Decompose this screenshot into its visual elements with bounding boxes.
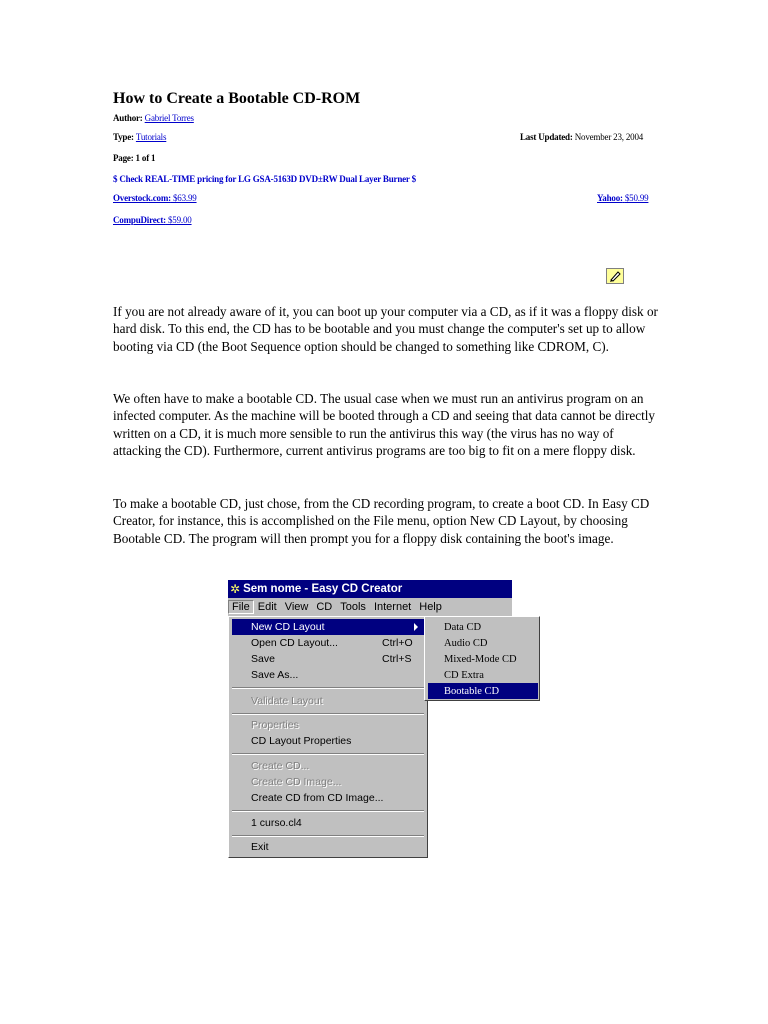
menu-internet[interactable]: Internet bbox=[373, 601, 412, 613]
store-compudirect[interactable] bbox=[113, 215, 192, 225]
menu-item-label: Properties bbox=[251, 719, 299, 731]
store-name[interactable]: CompuDirect: bbox=[113, 215, 166, 225]
store-price[interactable]: $59.00 bbox=[168, 215, 192, 225]
window-title: Sem nome - Easy CD Creator bbox=[243, 583, 403, 595]
paragraph-1: If you are not already aware of it, you can boot up your computer via a CD, as if it was a floppy disk or hard disk. To this end, the CD has to be bootable and you must change the computer's set up to allow booting via CD (the Boot Sequence option should be changed to something like CDROM, C). bbox=[113, 304, 658, 354]
menu-item-label: CD Layout Properties bbox=[251, 735, 352, 747]
file-dropdown bbox=[228, 616, 428, 858]
submenu-arrow-icon bbox=[414, 623, 418, 631]
menu-item-recent-file[interactable] bbox=[232, 815, 424, 831]
author-link[interactable]: Gabriel Torres bbox=[144, 113, 194, 123]
type-line bbox=[113, 132, 166, 142]
menu-item-label: Create CD from CD Image... bbox=[251, 792, 384, 804]
new-cd-layout-submenu bbox=[424, 616, 540, 701]
shortcut-label: Ctrl+S bbox=[382, 653, 412, 665]
menu-item-label: Exit bbox=[251, 841, 269, 853]
paragraph-2: We often have to make a bootable CD. The usual case when we must run an antivirus program on an infected computer. As the machine will be booted through a CD and seeing that data cannot be directly written on a CD, it is much more sensible to run the antivirus this way (the virus has no way of attacking the CD). Furthermore, current antivirus programs are too big to fit on a mere floppy disk. bbox=[113, 391, 655, 459]
menu-item-label: 1 curso.cl4 bbox=[251, 817, 302, 829]
author-line bbox=[113, 113, 194, 123]
menu-item-label: Create CD... bbox=[251, 760, 310, 772]
menu-view[interactable]: View bbox=[284, 601, 309, 613]
menu-item-save-as[interactable] bbox=[232, 667, 424, 683]
menu-file[interactable]: File bbox=[228, 600, 254, 614]
menu-item-label: Save bbox=[251, 653, 275, 665]
app-icon: ✲ bbox=[230, 582, 241, 596]
submenu-item-bootable-cd[interactable] bbox=[428, 683, 538, 699]
menu-item-open-cd-layout[interactable] bbox=[232, 635, 424, 651]
store-name[interactable]: Yahoo: bbox=[597, 193, 623, 203]
menu-item-new-cd-layout[interactable] bbox=[232, 619, 424, 635]
menu-item-cd-layout-properties[interactable] bbox=[232, 733, 424, 749]
menu-item-label: Mixed-Mode CD bbox=[444, 653, 517, 665]
menu-item-properties bbox=[232, 717, 424, 733]
store-price[interactable]: $63.99 bbox=[173, 193, 197, 203]
edit-pencil-icon[interactable] bbox=[606, 268, 624, 284]
menu-item-label: Data CD bbox=[444, 621, 482, 633]
menu-separator bbox=[232, 687, 424, 689]
menu-item-validate-layout bbox=[232, 693, 424, 709]
window-titlebar bbox=[228, 580, 512, 598]
last-updated bbox=[520, 132, 643, 142]
menu-item-label: Create CD Image... bbox=[251, 776, 342, 788]
last-updated-value: November 23, 2004 bbox=[574, 132, 644, 142]
menu-help[interactable]: Help bbox=[419, 601, 442, 613]
menu-cd[interactable]: CD bbox=[316, 601, 333, 613]
article-title: How to Create a Bootable CD-ROM bbox=[113, 90, 361, 107]
menu-item-label: New CD Layout bbox=[251, 621, 325, 633]
author-label: Author: bbox=[113, 113, 143, 123]
menu-item-create-cd-image bbox=[232, 774, 424, 790]
page-indicator: Page: 1 of 1 bbox=[113, 153, 156, 163]
submenu-item-data-cd[interactable] bbox=[428, 619, 538, 635]
menu-item-label: Audio CD bbox=[444, 637, 488, 649]
menu-item-label: CD Extra bbox=[444, 669, 484, 681]
menu-item-label: Validate Layout bbox=[251, 695, 323, 707]
pricing-headline[interactable]: $ Check REAL-TIME pricing for LG GSA-5163D DVD±RW Dual Layer Burner $ bbox=[113, 174, 416, 184]
last-updated-label: Last Updated: bbox=[520, 132, 573, 142]
menu-separator bbox=[232, 713, 424, 715]
menu-item-label: Save As... bbox=[251, 669, 299, 681]
paragraph-3: To make a bootable CD, just chose, from the CD recording program, to create a boot CD. In Easy CD Creator, for instance, this is accomplished on the File menu, option New CD Layout, by choosing Bootable CD. The program will then prompt you for a floppy disk containing the boot's image. bbox=[113, 496, 650, 546]
submenu-item-cd-extra[interactable] bbox=[428, 667, 538, 683]
submenu-item-mixed-mode-cd[interactable] bbox=[428, 651, 538, 667]
menu-item-label: Bootable CD bbox=[444, 685, 500, 697]
menubar bbox=[228, 598, 512, 616]
store-overstock[interactable] bbox=[113, 193, 197, 203]
menu-item-label: Open CD Layout... bbox=[251, 637, 338, 649]
menu-item-create-cd bbox=[232, 758, 424, 774]
store-name[interactable]: Overstock.com: bbox=[113, 193, 171, 203]
menu-separator bbox=[232, 810, 424, 812]
menu-item-create-cd-from-image[interactable] bbox=[232, 790, 424, 806]
menu-separator bbox=[232, 835, 424, 837]
shortcut-label: Ctrl+O bbox=[382, 637, 413, 649]
menu-tools[interactable]: Tools bbox=[340, 601, 366, 613]
submenu-item-audio-cd[interactable] bbox=[428, 635, 538, 651]
type-link[interactable]: Tutorials bbox=[135, 132, 167, 142]
type-label: Type: bbox=[113, 132, 134, 142]
menu-item-save[interactable] bbox=[232, 651, 424, 667]
menu-edit[interactable]: Edit bbox=[257, 601, 277, 613]
menu-separator bbox=[232, 753, 424, 755]
menu-item-exit[interactable] bbox=[232, 839, 424, 855]
store-price[interactable]: $50.99 bbox=[624, 193, 649, 203]
store-yahoo[interactable] bbox=[597, 193, 648, 203]
